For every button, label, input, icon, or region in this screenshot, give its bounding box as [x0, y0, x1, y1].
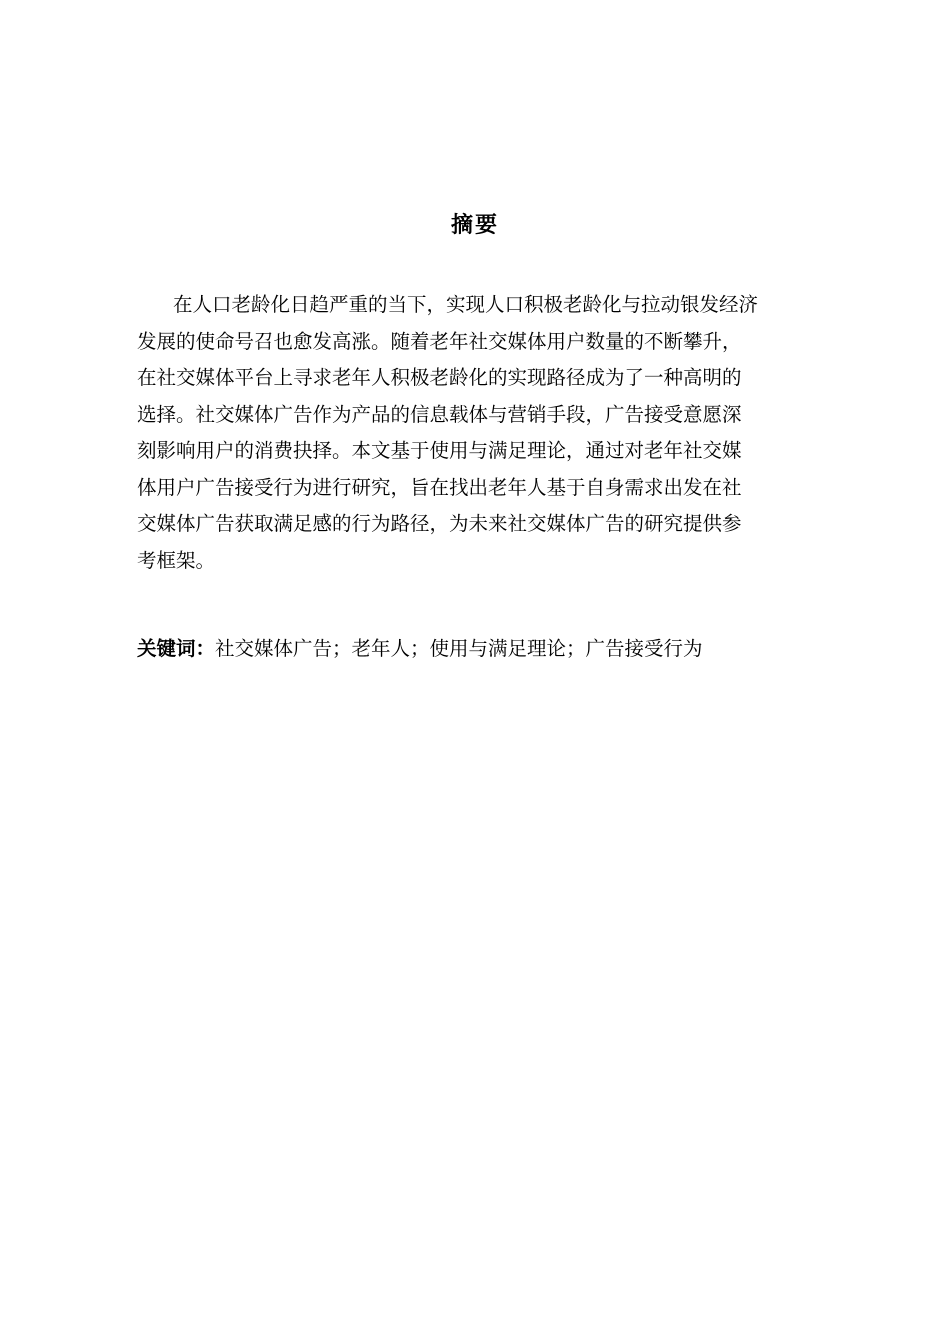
abstract-line: 考框架。: [137, 548, 216, 572]
abstract-line: 体用户广告接受行为进行研究，旨在找出老年人基于自身需求出发在社: [137, 475, 742, 499]
abstract-line: 刻影响用户的消费抉择。本文基于使用与满足理论，通过对老年社交媒: [137, 439, 742, 462]
keywords-line: [137, 632, 817, 666]
abstract-line: 选择。社交媒体广告作为产品的信息载体与营销手段，广告接受意愿深: [137, 402, 742, 426]
abstract-line: 在社交媒体平台上寻求老年人积极老龄化的实现路径成为了一种高明的: [137, 366, 742, 389]
page-title: 摘要: [450, 213, 499, 238]
abstract-body: [137, 287, 817, 579]
keywords-text: 社交媒体广告；老年人；使用与满足理论；广告接受行为: [215, 637, 703, 660]
keywords-label: 关键词：: [137, 637, 216, 660]
abstract-line: 交媒体广告获取满足感的行为路径，为未来社交媒体广告的研究提供参: [137, 512, 742, 535]
abstract-line: 发展的使命号召也愈发高涨。随着老年社交媒体用户数量的不断攀升，: [137, 329, 742, 353]
abstract-line: 在人口老龄化日趋严重的当下，实现人口积极老龄化与拉动银发经济: [173, 293, 759, 316]
